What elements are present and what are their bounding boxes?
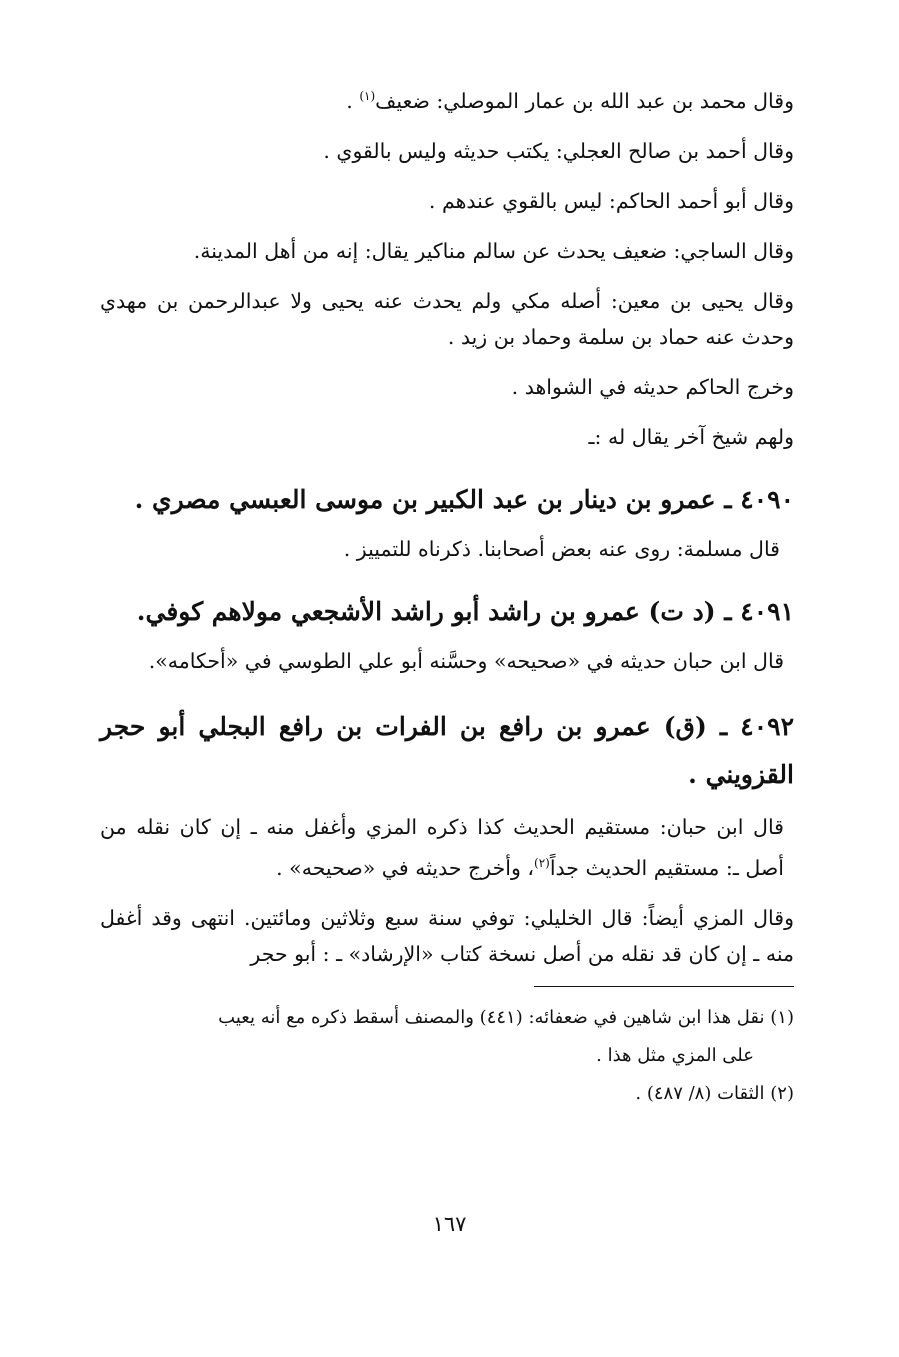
text-line-4: وقال الساجي: ضعيف يحدث عن سالم مناكير يقال: إنه من أهل المدينة. — [193, 238, 794, 263]
entry-title-4091: ٤٠٩١ ـ (د ت) عمرو بن راشد أبو راشد الأشجعي مولاهم كوفي. — [136, 596, 794, 626]
entry-body-4092-p1 — [100, 809, 794, 886]
entry-title-4090: ٤٠٩٠ ـ عمرو بن دينار بن عبد الكبير بن موسى العبسي مصري . — [134, 484, 794, 514]
line-text: وقال محمد بن عبد الله بن عمار الموصلي: ضعيف — [375, 88, 794, 113]
line-text-end: . — [346, 88, 360, 113]
p1-text: قال ابن حبان: مستقيم الحديث كذا ذكره المزي وأغفل منه ـ إن كان نقله من أصل ـ: مستقيم الحديث جداً — [100, 814, 784, 880]
entry-body-4092-p2: وقال المزي أيضاً: قال الخليلي: توفي سنة سبع وثلاثين ومائتين. انتهى وقد أغفل منه ـ إن كان قد نقله من أصل نسخة كتاب «الإرشاد» ـ : أبو حجر — [100, 905, 794, 966]
text-line-2: وقال أحمد بن صالح العجلي: يكتب حديثه وليس بالقوي . — [323, 138, 794, 163]
footnote-ref-1[interactable]: (١) — [359, 89, 376, 103]
text-line-5: وقال يحيى بن معين: أصله مكي ولم يحدث عنه يحيى ولا عبدالرحمن بن مهدي وحدث عنه حماد بن سلمة وحماد بن زيد . — [100, 288, 794, 349]
text-line-3: وقال أبو أحمد الحاكم: ليس بالقوي عندهم . — [428, 188, 794, 213]
p1-text-end: ، وأخرج حديثه في «صحيحه» . — [276, 855, 534, 880]
footnote-separator — [534, 986, 794, 987]
footnote-ref-2[interactable]: (٢) — [534, 855, 550, 870]
footnote-2: (٢) الثقات (٨/ ٤٨٧) . — [635, 1082, 794, 1104]
entry-body-4091: قال ابن حبان حديثه في «صحيحه» وحسَّنه أبو علي الطوسي في «أحكامه». — [148, 648, 784, 673]
footnote-1-line-1: (١) نقل هذا ابن شاهين في ضعفائه: (٤٤١) والمصنف أسقط ذكره مع أنه يعيب — [218, 1006, 794, 1028]
text-line-1 — [100, 78, 794, 119]
entry-title-4092: ٤٠٩٢ ـ (ق) عمرو بن رافع بن الفرات بن رافع البجلي أبو حجر القزويني . — [100, 711, 794, 789]
text-line-7: ولهم شيخ آخر يقال له :ـ — [588, 424, 794, 449]
footnote-1-line-2: على المزي مثل هذا . — [596, 1044, 754, 1066]
page-number: ١٦٧ — [432, 1212, 467, 1236]
entry-note-4090: قال مسلمة: روى عنه بعض أصحابنا. ذكرناه للتمييز . — [343, 536, 780, 561]
text-line-6: وخرج الحاكم حديثه في الشواهد . — [511, 374, 794, 399]
